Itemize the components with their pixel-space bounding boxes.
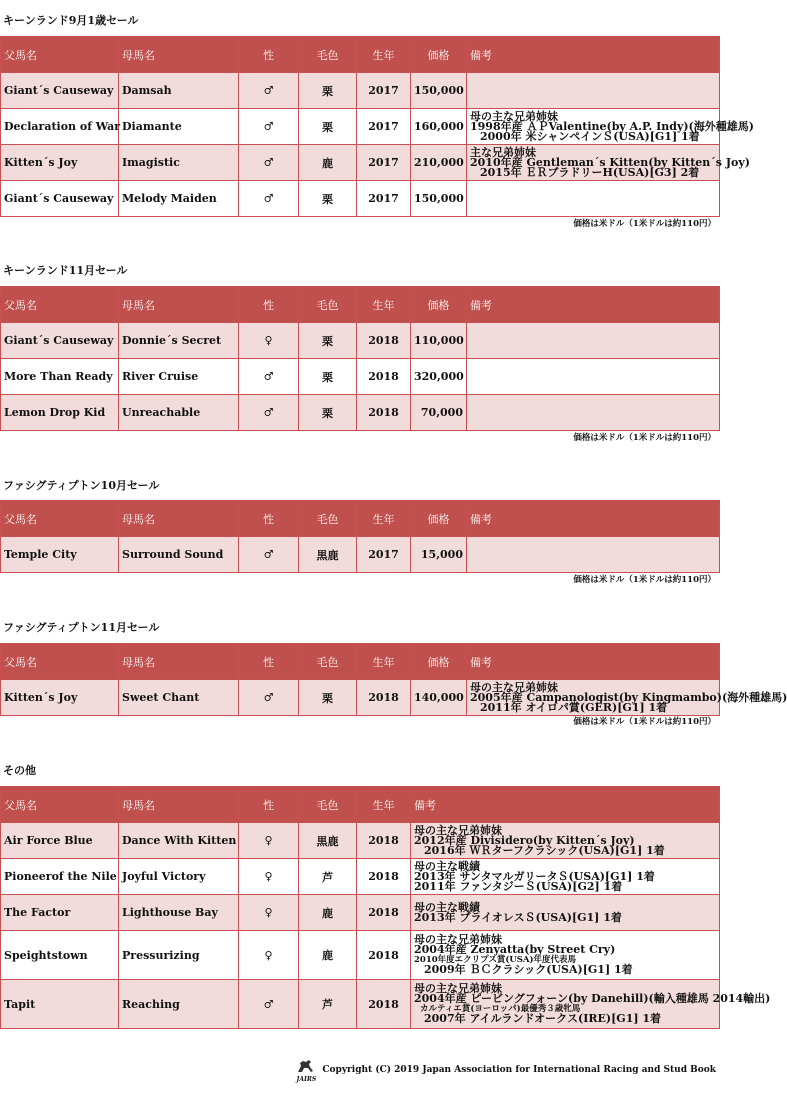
table-row [1, 980, 720, 1029]
note-line: 主な兄弟姉妹 [470, 145, 536, 159]
table-header-row [1, 787, 720, 823]
price-cell: 150,000 [411, 181, 467, 217]
notes-cell [467, 181, 720, 217]
note-line: 母の主な兄弟姉妹 [414, 823, 502, 837]
table-row [1, 537, 720, 573]
sire-name: Pioneerof the Nile [1, 859, 119, 895]
col-sire: 父馬名 [1, 787, 119, 823]
table-row [1, 145, 720, 181]
sire-name: Kitten´s Joy [1, 680, 119, 716]
table-row [1, 73, 720, 109]
color-cell: 栗 [299, 323, 357, 359]
dam-name: Lighthouse Bay [119, 895, 239, 931]
note-line: 母の主な戦績 [414, 859, 480, 873]
color-cell: 栗 [299, 680, 357, 716]
dam-name: Damsah [119, 73, 239, 109]
sale-table-keeneland-nov [0, 286, 720, 431]
sex-cell: ♀ [239, 931, 299, 980]
col-sex: 性 [239, 501, 299, 537]
col-sex: 性 [239, 787, 299, 823]
col-sire: 父馬名 [1, 37, 119, 73]
sire-name: Declaration of War [1, 109, 119, 145]
sire-name: Giant´s Causeway [1, 323, 119, 359]
year-cell: 2018 [357, 931, 411, 980]
year-cell: 2018 [357, 359, 411, 395]
table-row [1, 680, 720, 716]
section-title-keeneland-nov: キーンランド11月セール [3, 264, 128, 277]
col-notes: 備考 [467, 37, 720, 73]
notes-cell [411, 859, 720, 895]
note-line: 母の主な兄弟姉妹 [470, 680, 558, 694]
color-cell: 黒鹿 [299, 823, 357, 859]
year-cell: 2018 [357, 395, 411, 431]
col-notes: 備考 [467, 501, 720, 537]
dam-name: River Cruise [119, 359, 239, 395]
note-line: 2011年 オイロパ賞(GER)[G1] 1着 [480, 700, 668, 714]
col-sire: 父馬名 [1, 644, 119, 680]
table-row [1, 323, 720, 359]
sex-cell: ♂ [239, 109, 299, 145]
sire-name: Giant´s Causeway [1, 181, 119, 217]
price-note: 価格は米ドル（1米ドルは約110円） [573, 219, 716, 229]
table-row [1, 823, 720, 859]
dam-name: Melody Maiden [119, 181, 239, 217]
col-color: 毛色 [299, 287, 357, 323]
notes-cell [467, 395, 720, 431]
section-title-fasig-oct: ファシグティプトン10月セール [3, 479, 160, 492]
note-line: 2000年 米シャンペインＳ(USA)[G1] 1着 [480, 129, 700, 143]
sire-name: The Factor [1, 895, 119, 931]
table-row [1, 895, 720, 931]
color-cell: 黒鹿 [299, 537, 357, 573]
sex-cell: ♂ [239, 680, 299, 716]
col-sire: 父馬名 [1, 287, 119, 323]
table-header-row [1, 644, 720, 680]
col-sex: 性 [239, 37, 299, 73]
color-cell: 栗 [299, 181, 357, 217]
notes-cell [467, 109, 754, 145]
table-row [1, 109, 720, 145]
price-cell: 320,000 [411, 359, 467, 395]
table-row [1, 931, 720, 980]
sex-cell: ♂ [239, 980, 299, 1029]
price-note: 価格は米ドル（1米ドルは約110円） [573, 717, 716, 727]
col-dam: 母馬名 [119, 644, 239, 680]
sire-name: Speightstown [1, 931, 119, 980]
col-color: 毛色 [299, 787, 357, 823]
dam-name: Donnie´s Secret [119, 323, 239, 359]
note-line: 2009年 ＢＣクラシック(USA)[G1] 1着 [424, 963, 633, 976]
sire-name: Tapit [1, 980, 119, 1029]
note-line: 2004年産 ピービングフォーン(by Danehill)(輸入種雄馬 2014輸出) [414, 992, 771, 1005]
note-line: 2004年産 Zenyatta(by Street Cry) [414, 943, 616, 956]
note-line: 2005年産 Campanologist(by Kingmambo)(海外種雄馬) [470, 690, 787, 704]
dam-name: Joyful Victory [119, 859, 239, 895]
table-row [1, 181, 720, 217]
note-line: 2010年産 Gentleman´s Kitten(by Kitten´s Joy) [470, 155, 750, 169]
sire-name: Lemon Drop Kid [1, 395, 119, 431]
jairs-logo [296, 1056, 316, 1083]
section-title-fasig-nov: ファシグティプトン11月セール [3, 621, 160, 634]
dam-name: Dance With Kitten [119, 823, 239, 859]
note-line: 2013年 プライオレスＳ(USA)[G1] 1着 [414, 910, 622, 924]
note-line: 母の主な戦績 [414, 900, 480, 914]
year-cell: 2018 [357, 823, 411, 859]
section-title-other: その他 [3, 764, 36, 777]
note-line-award: カルティエ賞(ヨーロッパ)最優秀３歳牝馬 [420, 1004, 581, 1014]
sire-name: Temple City [1, 537, 119, 573]
col-color: 毛色 [299, 501, 357, 537]
year-cell: 2018 [357, 980, 411, 1029]
year-cell: 2017 [357, 537, 411, 573]
sire-name: Kitten´s Joy [1, 145, 119, 181]
price-cell: 140,000 [411, 680, 467, 716]
note-line: 2016年 ＷＲターフクラシック(USA)[G1] 1着 [424, 843, 665, 857]
year-cell: 2017 [357, 73, 411, 109]
sire-name: Air Force Blue [1, 823, 119, 859]
notes-cell [467, 73, 720, 109]
year-cell: 2017 [357, 145, 411, 181]
color-cell: 鹿 [299, 931, 357, 980]
sex-cell: ♀ [239, 859, 299, 895]
col-color: 毛色 [299, 644, 357, 680]
sex-cell: ♂ [239, 359, 299, 395]
color-cell: 鹿 [299, 895, 357, 931]
table-row [1, 859, 720, 895]
horse-icon [296, 1056, 316, 1076]
footer [296, 1056, 716, 1083]
price-cell: 210,000 [411, 145, 467, 181]
note-line: 2012年産 Divisidero(by Kitten´s Joy) [414, 833, 635, 847]
year-cell: 2017 [357, 109, 411, 145]
copyright-text: Copyright (C) 2019 Japan Association for International Racing and Stud Book [322, 1064, 716, 1075]
notes-cell [467, 323, 720, 359]
col-year: 生年 [357, 287, 411, 323]
table-header-row [1, 37, 720, 73]
price-cell: 160,000 [411, 109, 467, 145]
col-dam: 母馬名 [119, 287, 239, 323]
note-line: 母の主な兄弟姉妹 [414, 933, 502, 946]
col-color: 毛色 [299, 37, 357, 73]
section-title-keeneland-sep: キーンランド9月1歳セール [3, 14, 139, 27]
col-dam: 母馬名 [119, 787, 239, 823]
notes-cell [411, 823, 720, 859]
note-line: 1998年産 ＡＰValentine(by A.P. Indy)(海外種雄馬) [470, 119, 754, 133]
table-header-row [1, 501, 720, 537]
note-line: 母の主な兄弟姉妹 [414, 982, 502, 995]
sale-table-fasig-nov [0, 643, 787, 716]
sex-cell: ♂ [239, 537, 299, 573]
col-notes: 備考 [467, 287, 720, 323]
sex-cell: ♀ [239, 895, 299, 931]
note-line: 2011年 ファンタジーＳ(USA)[G2] 1着 [414, 879, 623, 893]
notes-cell [411, 980, 771, 1029]
col-year: 生年 [357, 644, 411, 680]
sire-name: Giant´s Causeway [1, 73, 119, 109]
col-sire: 父馬名 [1, 501, 119, 537]
col-year: 生年 [357, 37, 411, 73]
dam-name: Sweet Chant [119, 680, 239, 716]
year-cell: 2018 [357, 680, 411, 716]
sex-cell: ♀ [239, 823, 299, 859]
color-cell: 芦 [299, 859, 357, 895]
sale-table-fasig-oct [0, 500, 720, 573]
year-cell: 2018 [357, 859, 411, 895]
price-note: 価格は米ドル（1米ドルは約110円） [573, 575, 716, 585]
color-cell: 栗 [299, 359, 357, 395]
col-price: 価格 [411, 644, 467, 680]
sex-cell: ♂ [239, 73, 299, 109]
price-cell: 110,000 [411, 323, 467, 359]
color-cell: 芦 [299, 980, 357, 1029]
table-row [1, 395, 720, 431]
sale-table-other [0, 786, 771, 1029]
col-sex: 性 [239, 644, 299, 680]
col-price: 価格 [411, 501, 467, 537]
note-line: 2015年 ＥＲブラドリーH(USA)[G3] 2着 [480, 165, 700, 179]
logo-text: JAIRS [296, 1076, 317, 1083]
color-cell: 栗 [299, 109, 357, 145]
note-line-award: 2010年度エクリプス賞(USA)年度代表馬 [414, 955, 577, 965]
dam-name: Unreachable [119, 395, 239, 431]
table-row [1, 359, 720, 395]
notes-cell [467, 359, 720, 395]
col-dam: 母馬名 [119, 501, 239, 537]
year-cell: 2017 [357, 181, 411, 217]
col-price: 価格 [411, 287, 467, 323]
col-year: 生年 [357, 501, 411, 537]
sex-cell: ♂ [239, 181, 299, 217]
col-year: 生年 [357, 787, 411, 823]
col-dam: 母馬名 [119, 37, 239, 73]
price-cell: 150,000 [411, 73, 467, 109]
dam-name: Imagistic [119, 145, 239, 181]
dam-name: Reaching [119, 980, 239, 1029]
color-cell: 栗 [299, 395, 357, 431]
color-cell: 鹿 [299, 145, 357, 181]
sex-cell: ♂ [239, 145, 299, 181]
sex-cell: ♂ [239, 395, 299, 431]
dam-name: Pressurizing [119, 931, 239, 980]
price-cell: 15,000 [411, 537, 467, 573]
sex-cell: ♀ [239, 323, 299, 359]
color-cell: 栗 [299, 73, 357, 109]
note-line: 2013年 サンタマルガリータＳ(USA)[G1] 1着 [414, 869, 655, 883]
dam-name: Diamante [119, 109, 239, 145]
sire-name: More Than Ready [1, 359, 119, 395]
col-price: 価格 [411, 37, 467, 73]
col-notes: 備考 [411, 787, 720, 823]
dam-name: Surround Sound [119, 537, 239, 573]
notes-cell [411, 931, 720, 980]
price-note: 価格は米ドル（1米ドルは約110円） [573, 433, 716, 443]
year-cell: 2018 [357, 895, 411, 931]
note-line: 母の主な兄弟姉妹 [470, 109, 558, 123]
price-cell: 70,000 [411, 395, 467, 431]
note-line: 2007年 アイルランドオークス(IRE)[G1] 1着 [424, 1012, 662, 1025]
col-sex: 性 [239, 287, 299, 323]
notes-cell [467, 680, 787, 716]
sale-table-keeneland-sep [0, 36, 754, 217]
col-notes: 備考 [467, 644, 720, 680]
table-header-row [1, 287, 720, 323]
notes-cell [467, 537, 720, 573]
notes-cell [467, 145, 750, 181]
year-cell: 2018 [357, 323, 411, 359]
notes-cell [411, 895, 720, 931]
